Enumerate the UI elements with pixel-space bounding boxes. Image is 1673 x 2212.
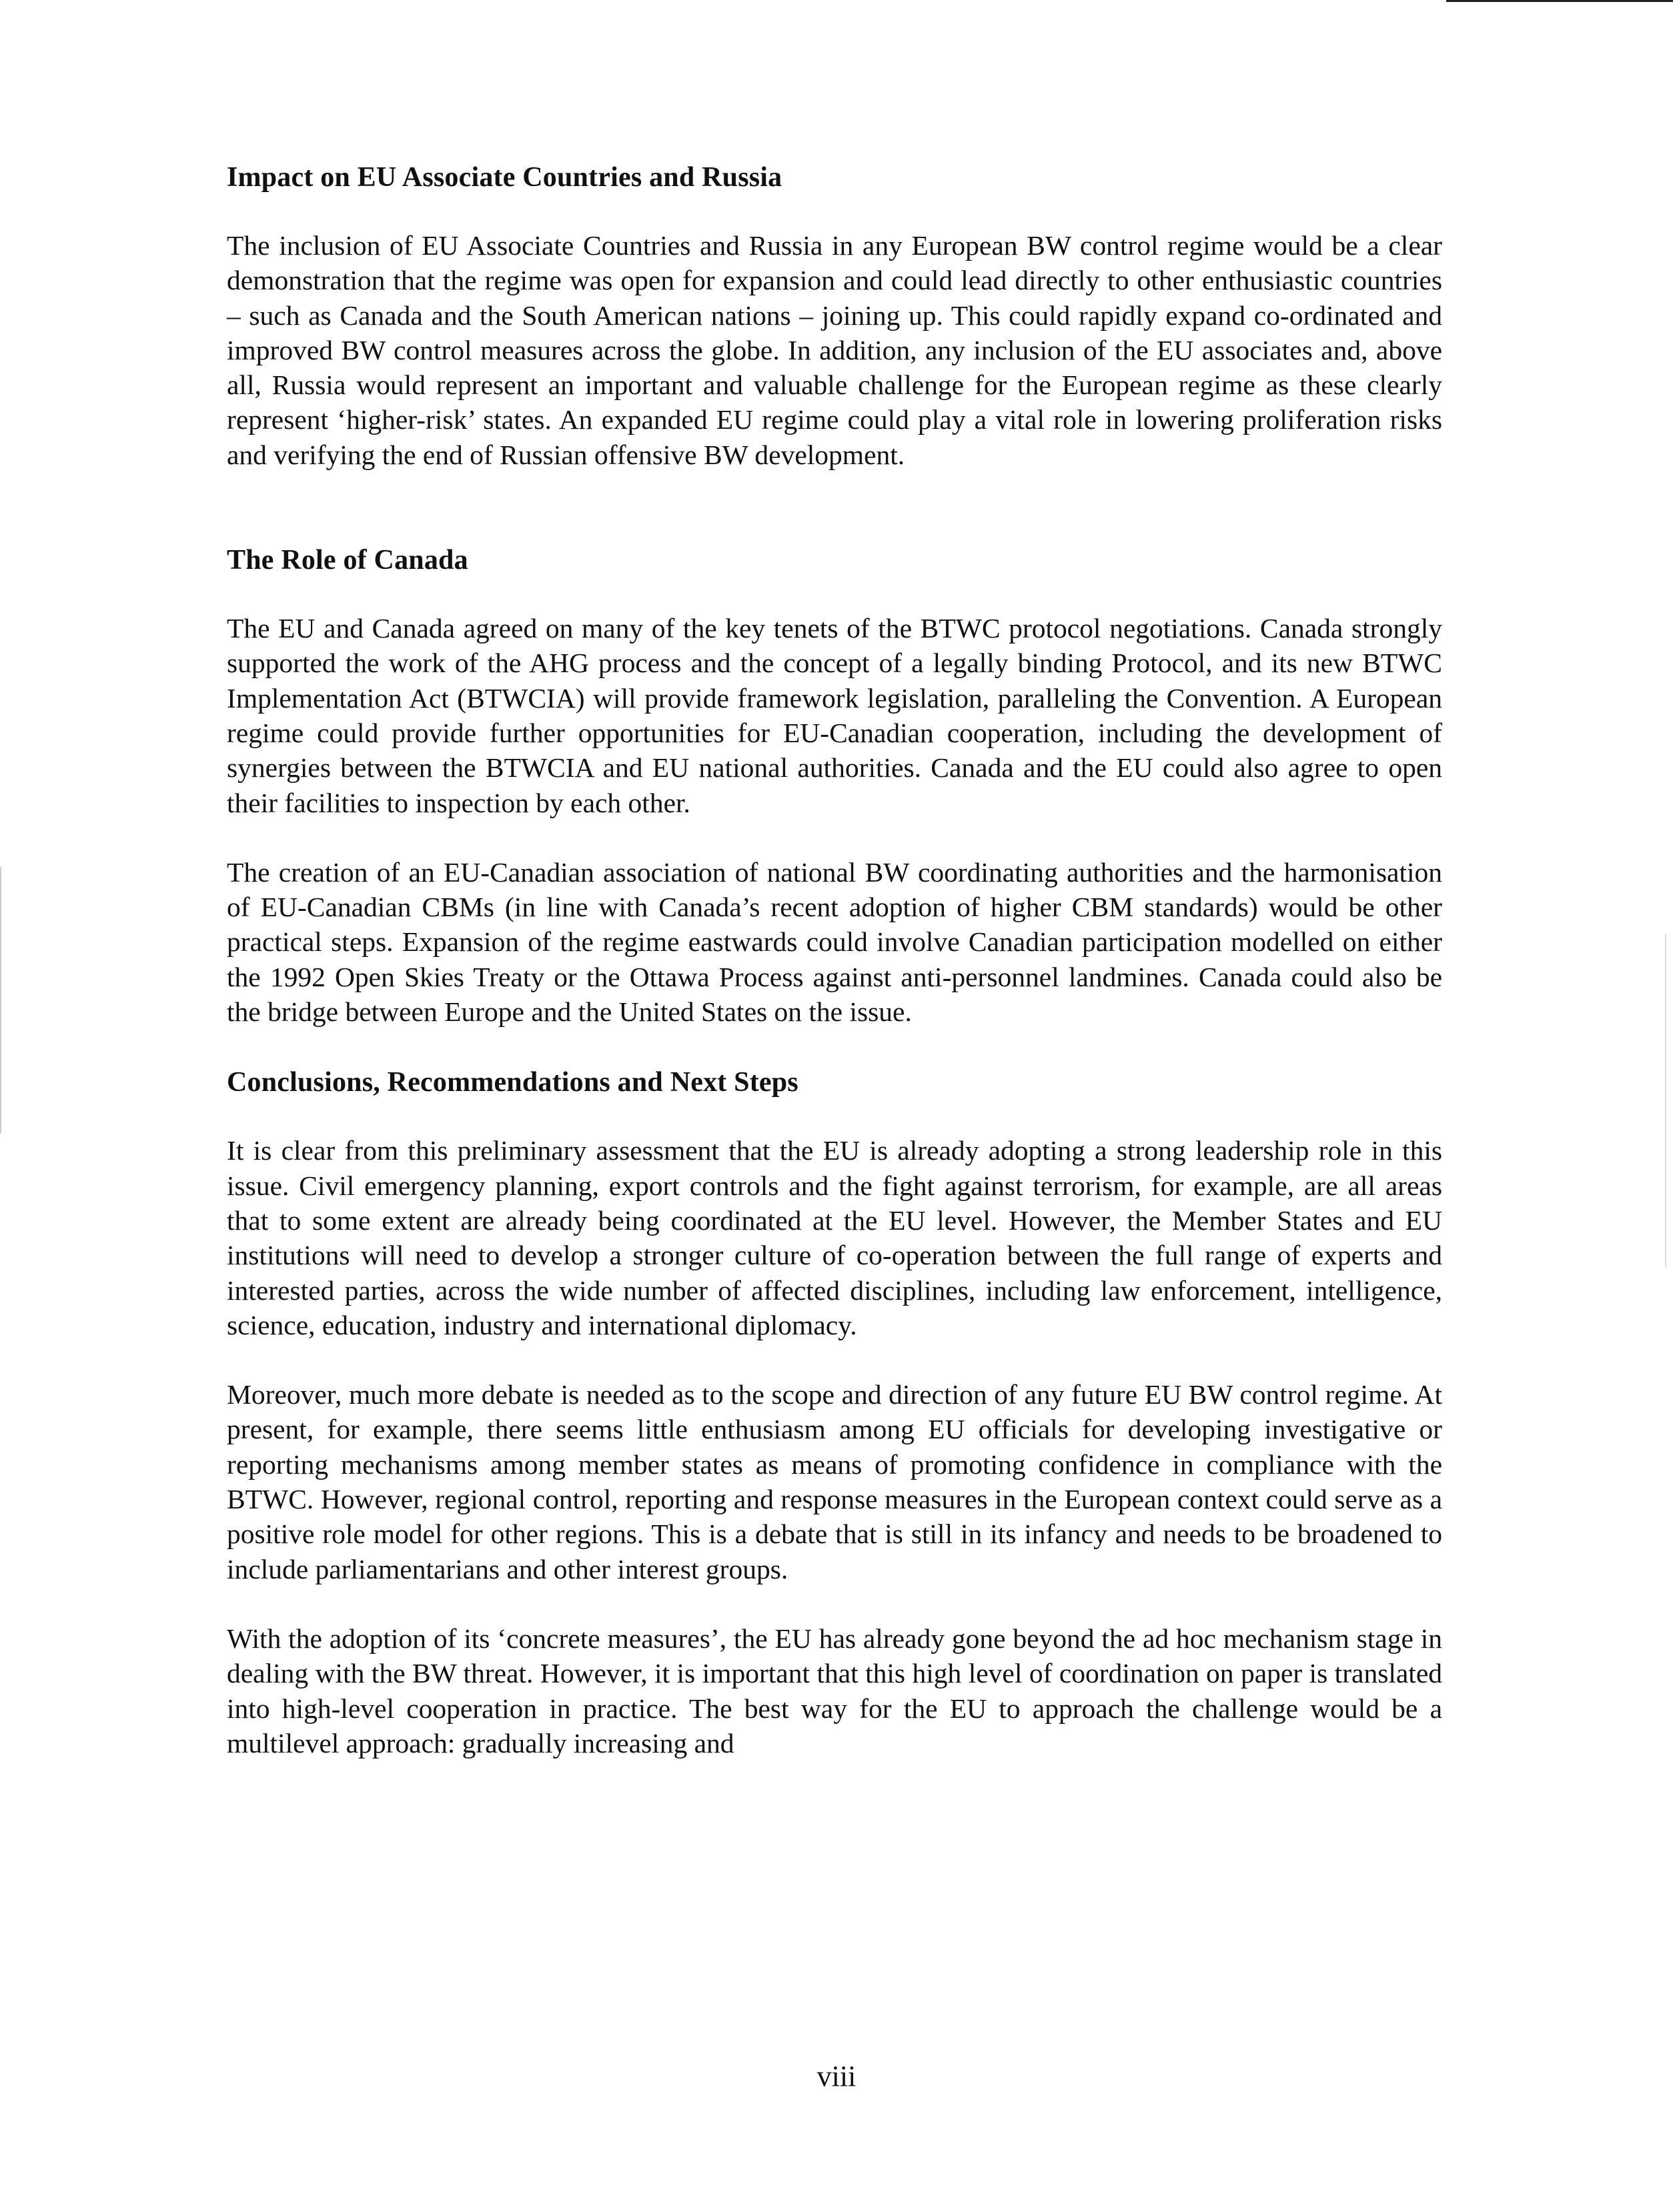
paragraph: The EU and Canada agreed on many of the key tenets of the BTWC protocol negotiations. Canada strongly supported the work of the AHG process and the concept of a legally binding Protocol, and its new BTWC Implementation Act (BTWCIA) will provide framework legislation, paralleling the Convention. A European regime could provide further opportunities for EU-Canadian cooperation, including the development of synergies between the BTWCIA and EU national authorities. Canada and the EU could also agree to open their facilities to inspection by each other. xyxy=(227,613,1442,818)
paragraph: With the adoption of its ‘concrete measures’, the EU has already gone beyond the ad hoc mechanism stage in dealing with the BW threat. However, it is important that this high level of coordination on paper is translated into high-level cooperation in practice. The best way for the EU to approach the challenge would be a multilevel approach: gradually increasing and xyxy=(227,1622,1442,1759)
section-heading-role-of-canada: The Role of Canada xyxy=(227,545,468,576)
page-content xyxy=(227,160,1442,1761)
paragraph: The creation of an EU-Canadian association of national BW coordinating authorities and the harmonisation of EU-Canadian CBMs (in line with Canada’s recent adoption of higher CBM standards) would be other practical steps. Expansion of the regime eastwards could involve Canadian participation modelled on either the 1992 Open Skies Treaty or the Ottawa Process against anti-personnel landmines. Canada could also be the bridge between Europe and the United States on the issue. xyxy=(227,856,1442,1028)
paragraph: Moreover, much more debate is needed as to the scope and direction of any future EU BW control regime. At present, for example, there seems little enthusiasm among EU officials for developing investigative or reporting mechanisms among member states as means of promoting confidence in compliance with the BTWC. However, regional control, reporting and response measures in the European context could serve as a positive role model for other regions. This is a debate that is still in its infancy and needs to be broadened to include parliamentarians and other interest groups. xyxy=(227,1379,1442,1584)
paragraph: It is clear from this preliminary assessment that the EU is already adopting a strong leadership role in this issue. Civil emergency planning, export controls and the fight against terrorism, for example, are all areas that to some extent are already being coordinated at the EU level. However, the Member States and EU institutions will need to develop a stronger culture of co-operation between the full range of experts and interested parties, across the wide number of affected disciplines, including law enforcement, intelligence, science, education, industry and international diplomacy. xyxy=(227,1135,1442,1340)
scan-artifact-left xyxy=(0,867,1,1134)
scan-artifact-right xyxy=(1665,934,1666,1267)
scan-artifact-top xyxy=(1446,0,1673,2)
section-heading-eu-associates: Impact on EU Associate Countries and Russia xyxy=(227,162,782,193)
section-heading-conclusions: Conclusions, Recommendations and Next Steps xyxy=(227,1067,798,1098)
paragraph: The inclusion of EU Associate Countries and Russia in any European BW control regime would be a clear demonstration that the regime was open for expansion and could lead directly to other enthusiastic countries – such as Canada and the South American nations – joining up. This could rapidly expand co-ordinated and improved BW control measures across the globe. In addition, any inclusion of the EU associates and, above all, Russia would represent an important and valuable challenge for the European regime as these clearly represent ‘higher-risk’ states. An expanded EU regime could play a vital role in lowering proliferation risks and verifying the end of Russian offensive BW development. xyxy=(227,230,1442,470)
page-number: viii xyxy=(816,2060,857,2093)
